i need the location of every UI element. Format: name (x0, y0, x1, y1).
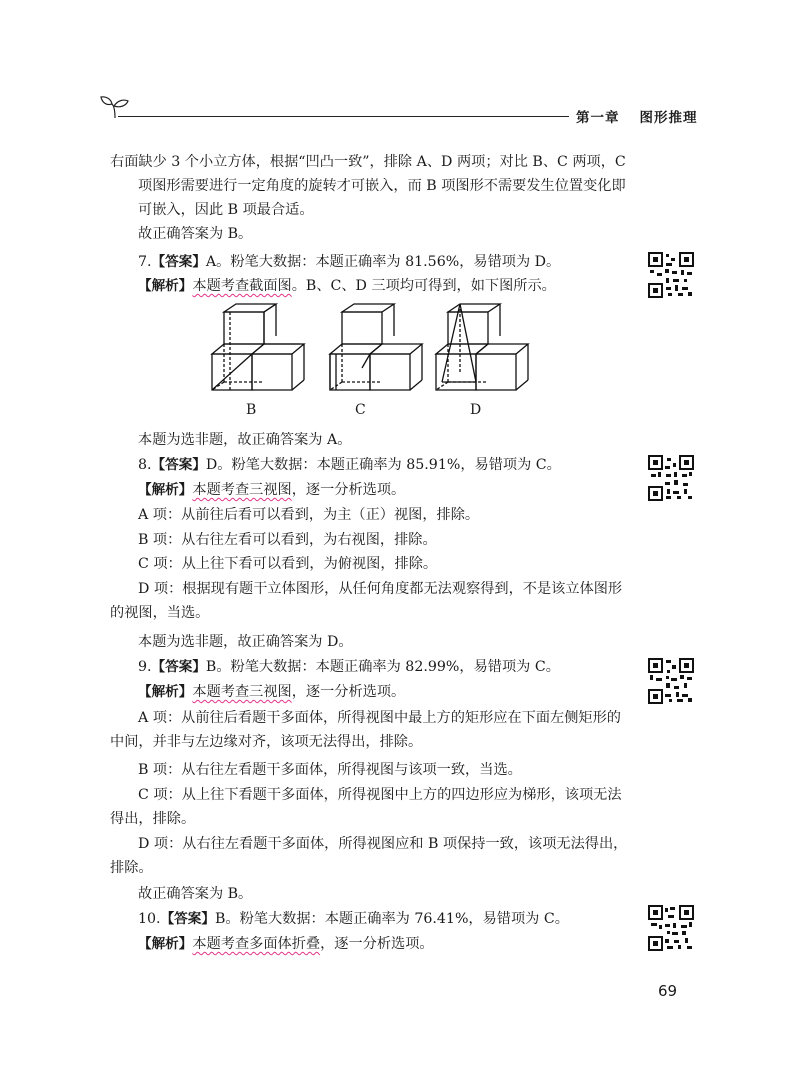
page-number: 69 (658, 982, 678, 1000)
cube-figure-b (212, 304, 304, 390)
q9-option-b: B 项：从右往左看题干多面体，所得视图与该项一致，当选。 (138, 762, 522, 778)
header-rule (118, 116, 569, 117)
q8-conclusion: 本题为选非题，故正确答案为 D。 (138, 634, 353, 650)
qr-code-icon[interactable] (648, 658, 694, 704)
q9-option-d: D 项：从右往左看题干多面体，所得视图应和 B 项保持一致，该项无法得出，排除。 (110, 836, 628, 876)
chapter-title: 图形推理 (639, 110, 698, 126)
q9-option-c: C 项：从上往下看题干多面体，所得视图中上方的四边形应为梯形，该项无法得出，排除。 (110, 787, 622, 827)
qr-code-icon[interactable] (648, 455, 694, 501)
chapter-header (576, 106, 698, 126)
qr-code-icon[interactable] (648, 252, 694, 298)
qr-code-icon[interactable] (648, 905, 694, 951)
figure-label-c: C (355, 402, 366, 418)
q9-option-a: A 项：从前往后看题干多面体，所得视图中最上方的矩形应在下面左侧矩形的中间，并非与左边缘对齐，该项无法得出，排除。 (110, 710, 621, 750)
q7-conclusion: 本题为选非题，故正确答案为 A。 (138, 432, 352, 448)
q8-answer: 8.【答案】D。粉笔大数据：本题正确率为 85.91%，易错项为 C。 (138, 457, 561, 473)
q10-analysis: 【解析】本题考查多面体折叠，逐一分析选项。 (138, 936, 434, 952)
q8-option-a: A 项：从前往后看可以看到，为主（正）视图，排除。 (138, 507, 480, 523)
paragraph-continuation: 右面缺少 3 个小立方体，根据“凹凸一致”，排除 A、D 两项；对比 B、C 两项，C 项图形需要进行一定角度的旋转才可嵌入，而 B 项图形不需要发生位置变化即可嵌入，因此 B 项最合适。 (110, 154, 626, 218)
q9-analysis: 【解析】本题考查三视图，逐一分析选项。 (138, 684, 406, 700)
q8-analysis: 【解析】本题考查三视图，逐一分析选项。 (138, 482, 406, 498)
figure-label-b: B (246, 402, 257, 418)
paragraph-answer-6: 故正确答案为 B。 (138, 226, 253, 242)
q9-conclusion: 故正确答案为 B。 (138, 886, 253, 902)
chapter-number: 第一章 (576, 110, 620, 126)
q8-option-c: C 项：从上往下看可以看到，为俯视图，排除。 (138, 556, 438, 572)
cube-figure-d (436, 304, 528, 390)
q8-option-b: B 项：从右往左看可以看到，为右视图，排除。 (138, 532, 437, 548)
q10-answer: 10.【答案】B。粉笔大数据：本题正确率为 76.41%，易错项为 C。 (138, 911, 569, 927)
figure-label-d: D (470, 402, 482, 418)
cube-figure-c (330, 304, 422, 390)
q7-answer: 7.【答案】A。粉笔大数据：本题正确率为 81.56%，易错项为 D。 (138, 254, 561, 270)
q8-option-d: D 项：根据现有题干立体图形，从任何角度都无法观察得到，不是该立体图形的视图，当选。 (110, 581, 623, 621)
q9-answer: 9.【答案】B。粉笔大数据：本题正确率为 82.99%，易错项为 C。 (138, 659, 560, 675)
q7-analysis: 【解析】本题考查截面图。B、C、D 三项均可得到，如下图所示。 (138, 278, 556, 294)
